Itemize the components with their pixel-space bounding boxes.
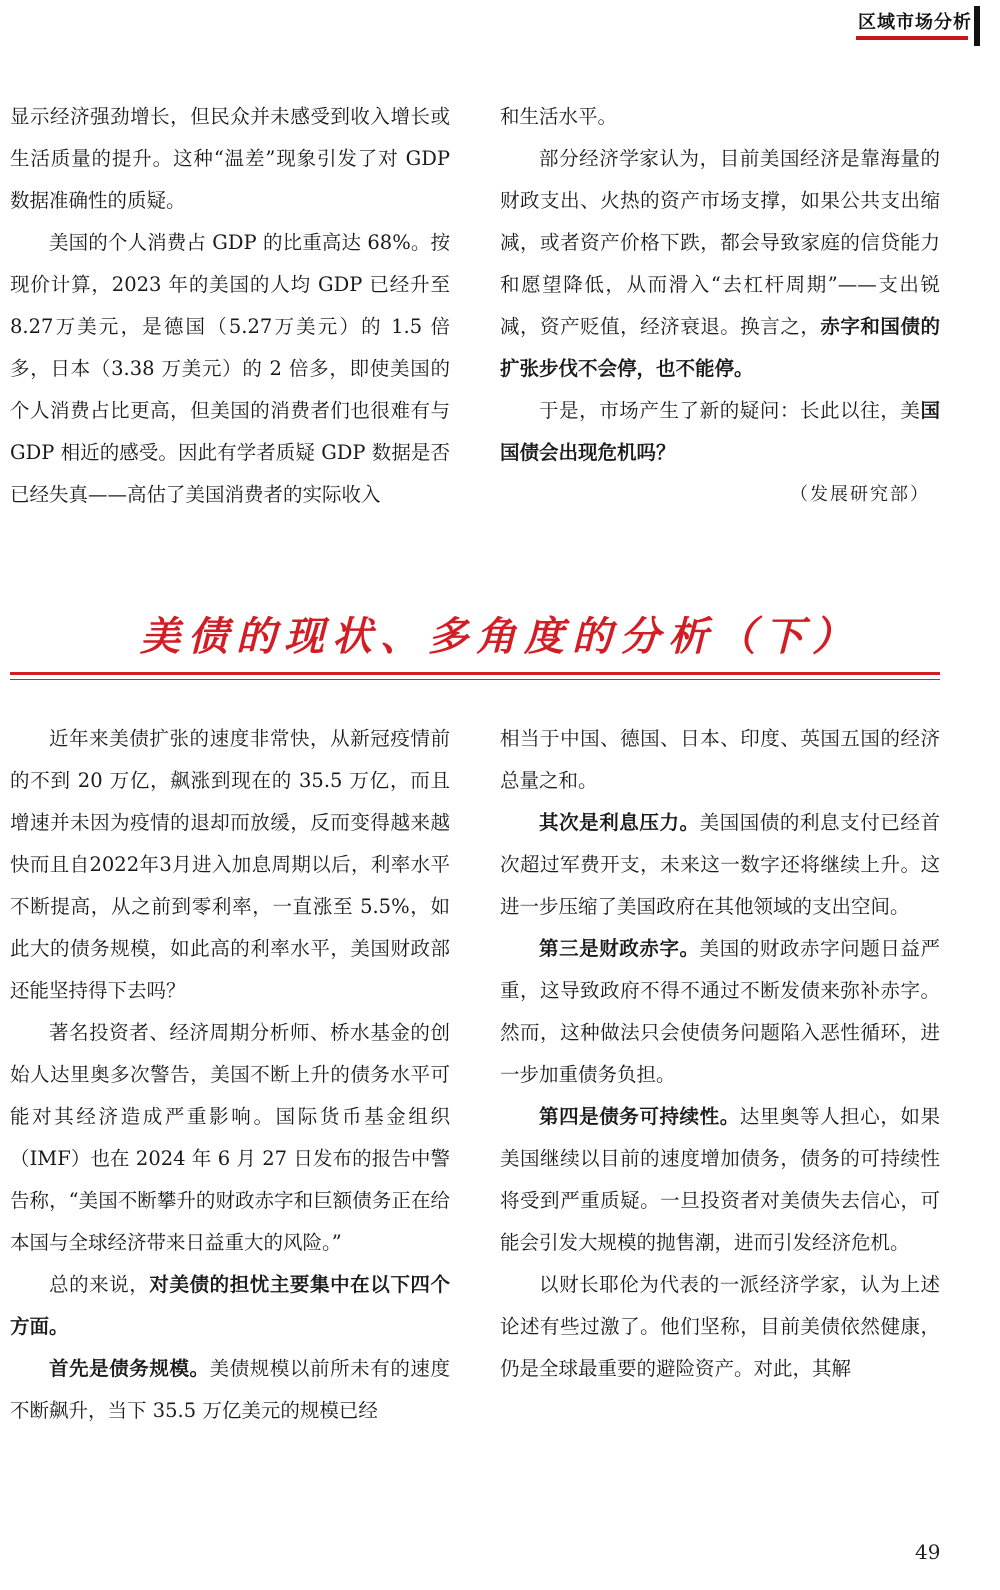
section-label: 区域市场分析 xyxy=(858,12,972,33)
paragraph-lead: 第四是债务可持续性。 xyxy=(539,1105,740,1128)
paragraph-lead: 第三是财政赤字。 xyxy=(539,937,700,960)
paragraph: 相当于中国、德国、日本、印度、英国五国的经济总量之和。 xyxy=(500,727,940,792)
paragraph: 以财长耶伦为代表的一派经济学家，认为上述论述有些过激了。他们坚称，目前美债依然健康，仍是全球最重要的避险资产。对此，其解 xyxy=(500,1273,940,1380)
article-title: 美债的现状、多角度的分析（下） xyxy=(140,614,860,660)
paragraph: 显示经济强劲增长，但民众并未感受到收入增长或生活质量的提升。这种“温差”现象引发了对 GDP 数据准确性的质疑。 xyxy=(10,105,450,212)
paragraph-emphasis: 对美债的担忧主要集中在以下四个方面。 xyxy=(10,1273,450,1338)
paragraph-text: 于是，市场产生了新的疑问：长此以往，美 xyxy=(539,399,921,422)
top-left-column xyxy=(10,96,450,516)
paragraph: 美国的个人消费占 GDP 的比重高达 68%。按现价计算，2023 年的美国的人均 GDP 已经升至 8.27万美元，是德国（5.27万美元）的 1.5 倍多，日本（3.38 万美元）的 2 倍多，即使美国的个人消费占比更高，但美国的消费者们也很难有与 GDP 相近的感受。因此有学者质疑 GDP 数据是否已经失真——高估了美国消费者的实际收入 xyxy=(10,231,450,506)
paragraph xyxy=(500,1096,940,1264)
paragraph-emphasis: 国国债会出现危机吗？ xyxy=(500,399,940,464)
paragraph-text: 美债规模以前所未有的速度不断飙升，当下 35.5 万亿美元的规模已经 xyxy=(10,1357,450,1422)
paragraph-text: 美国国债的利息支付已经首次超过军费开支，未来这一数字还将继续上升。这进一步压缩了美国政府在其他领域的支出空间。 xyxy=(500,811,940,918)
paragraph-text: 美国的财政赤字问题日益严重，这导致政府不得不通过不断发债来弥补赤字。然而，这种做法只会使债务问题陷入恶性循环，进一步加重债务负担。 xyxy=(500,937,940,1086)
article-right-column xyxy=(500,718,940,1390)
top-right-column xyxy=(500,96,940,516)
paragraph xyxy=(10,1264,450,1348)
paragraph xyxy=(500,802,940,928)
title-rule xyxy=(10,672,940,675)
paragraph-emphasis: 赤字和国债的扩张步伐不会停，也不能停。 xyxy=(500,315,940,380)
paragraph xyxy=(10,1348,450,1432)
paragraph-text: 达里奥等人担心，如果美国继续以目前的速度增加债务，债务的可持续性将受到严重质疑。一旦投资者对美债失去信心，可能会引发大规模的抛售潮，进而引发经济危机。 xyxy=(500,1105,940,1254)
paragraph xyxy=(500,138,940,390)
paragraph-text: 部分经济学家认为，目前美国经济是靠海量的财政支出、火热的资产市场支撑，如果公共支出缩减，或者资产价格下跌，都会导致家庭的信贷能力和愿望降低，从而滑入“去杠杆周期”——支出锐减，资产贬值，经济衰退。换言之， xyxy=(500,147,940,338)
paragraph-text: 总的来说， xyxy=(49,1273,150,1296)
paragraph: 近年来美债扩张的速度非常快，从新冠疫情前的不到 20 万亿，飙涨到现在的 35.5 万亿，而且增速并未因为疫情的退却而放缓，反而变得越来越快而且自2022年3月进入加息周期以后，利率水平不断提高，从之前到零利率，一直涨至 5.5%，如此大的债务规模，如此高的利率水平，美国财政部还能坚持得下去吗？ xyxy=(10,727,450,1002)
paragraph-lead: 其次是利息压力。 xyxy=(539,811,700,834)
article-left-column xyxy=(10,718,450,1432)
title-rule-thin xyxy=(10,679,940,680)
header-edge-bar xyxy=(974,6,980,46)
department-signature: （发展研究部） xyxy=(790,484,930,505)
paragraph-lead: 首先是债务规模。 xyxy=(49,1357,210,1380)
paragraph xyxy=(500,390,940,474)
paragraph: 和生活水平。 xyxy=(500,105,618,128)
paragraph xyxy=(500,928,940,1096)
header-accent-line xyxy=(856,36,968,40)
paragraph: 著名投资者、经济周期分析师、桥水基金的创始人达里奥多次警告，美国不断上升的债务水平可能对其经济造成严重影响。国际货币基金组织（IMF）也在 2024 年 6 月 27 日发布的报告中警告称，“美国不断攀升的财政赤字和巨额债务正在给本国与全球经济带来日益重大的风险。” xyxy=(10,1021,450,1254)
page-number: 49 xyxy=(915,1540,941,1564)
